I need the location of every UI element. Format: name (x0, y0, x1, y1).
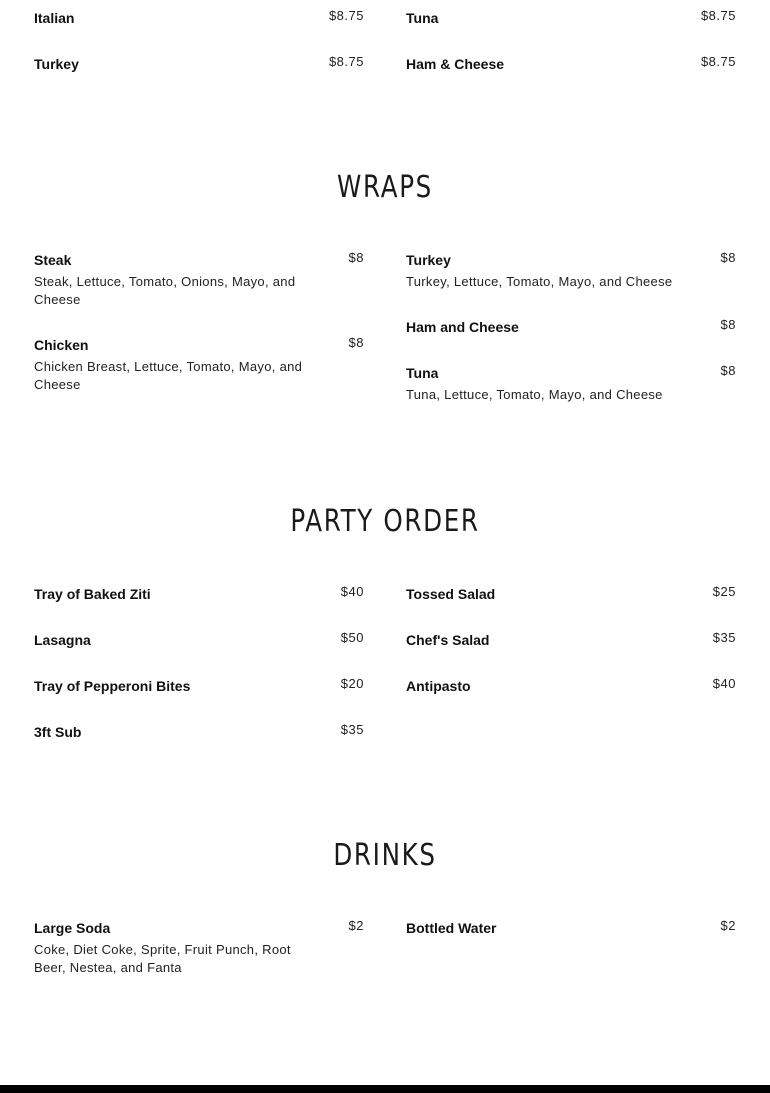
item-name: Ham & Cheese (406, 56, 505, 72)
item-price: $35 (340, 722, 364, 737)
item-price: $50 (340, 630, 364, 645)
item-name: Antipasto (406, 678, 471, 694)
section-title: WRAPS (337, 170, 433, 205)
menu-item (406, 630, 736, 650)
item-description: Coke, Diet Coke, Sprite, Fruit Punch, Root Beer, Nestea, and Fanta (34, 942, 291, 975)
item-name: Tuna (406, 365, 439, 381)
item-description: Tuna, Lettuce, Tomato, Mayo, and Cheese (406, 387, 663, 402)
item-description: Steak, Lettuce, Tomato, Onions, Mayo, and Cheese (34, 274, 296, 307)
top-items-right-column (406, 8, 736, 100)
footer-bar (0, 1085, 770, 1093)
item-price: $8 (720, 363, 736, 378)
item-price: $8.75 (700, 8, 736, 23)
item-description: Chicken Breast, Lettuce, Tomato, Mayo, and Cheese (34, 359, 303, 392)
menu-item (406, 918, 736, 938)
wraps-left-column (34, 250, 364, 420)
item-name: Bottled Water (406, 920, 497, 936)
item-price: $25 (712, 584, 736, 599)
section-title: PARTY ORDER (290, 504, 480, 539)
wraps-right-column (406, 250, 736, 430)
menu-item (406, 250, 736, 291)
item-price: $8 (720, 317, 736, 332)
item-name: Large Soda (34, 920, 111, 936)
item-price: $8.75 (328, 8, 364, 23)
menu-item (34, 335, 364, 394)
item-price: $8 (348, 250, 364, 265)
item-price: $40 (340, 584, 364, 599)
item-price: $8.75 (700, 54, 736, 69)
menu-item (34, 250, 364, 309)
menu-item (406, 317, 736, 337)
item-price: $35 (712, 630, 736, 645)
top-items-left-column (34, 8, 364, 100)
item-name: Ham and Cheese (406, 319, 519, 335)
menu-item (406, 54, 736, 74)
menu-item (406, 8, 736, 28)
drinks-right-column (406, 918, 736, 964)
menu-item (34, 676, 364, 696)
item-name: Turkey (406, 252, 451, 268)
section-title: DRINKS (333, 838, 437, 873)
item-name: 3ft Sub (34, 724, 82, 740)
menu-item (34, 8, 364, 28)
item-name: Tray of Pepperoni Bites (34, 678, 191, 694)
item-price: $2 (348, 918, 364, 933)
item-description: Turkey, Lettuce, Tomato, Mayo, and Cheese (406, 274, 673, 289)
menu-item (406, 584, 736, 604)
item-price: $8 (720, 250, 736, 265)
item-name: Italian (34, 10, 75, 26)
item-name: Tossed Salad (406, 586, 496, 602)
menu-item (34, 584, 364, 604)
menu-item (406, 676, 736, 696)
item-name: Tuna (406, 10, 439, 26)
item-price: $8 (348, 335, 364, 350)
item-price: $40 (712, 676, 736, 691)
menu-item (406, 363, 736, 404)
menu-item (34, 918, 364, 977)
item-price: $8.75 (328, 54, 364, 69)
item-name: Tray of Baked Ziti (34, 586, 151, 602)
drinks-left-column (34, 918, 364, 1003)
menu-item (34, 54, 364, 74)
item-price: $20 (340, 676, 364, 691)
item-name: Chicken (34, 337, 89, 353)
menu-item (34, 722, 364, 742)
party-order-right-column (406, 584, 736, 722)
item-name: Chef's Salad (406, 632, 490, 648)
party-order-left-column (34, 584, 364, 768)
item-name: Turkey (34, 56, 79, 72)
item-price: $2 (720, 918, 736, 933)
item-name: Lasagna (34, 632, 91, 648)
item-name: Steak (34, 252, 72, 268)
menu-item (34, 630, 364, 650)
